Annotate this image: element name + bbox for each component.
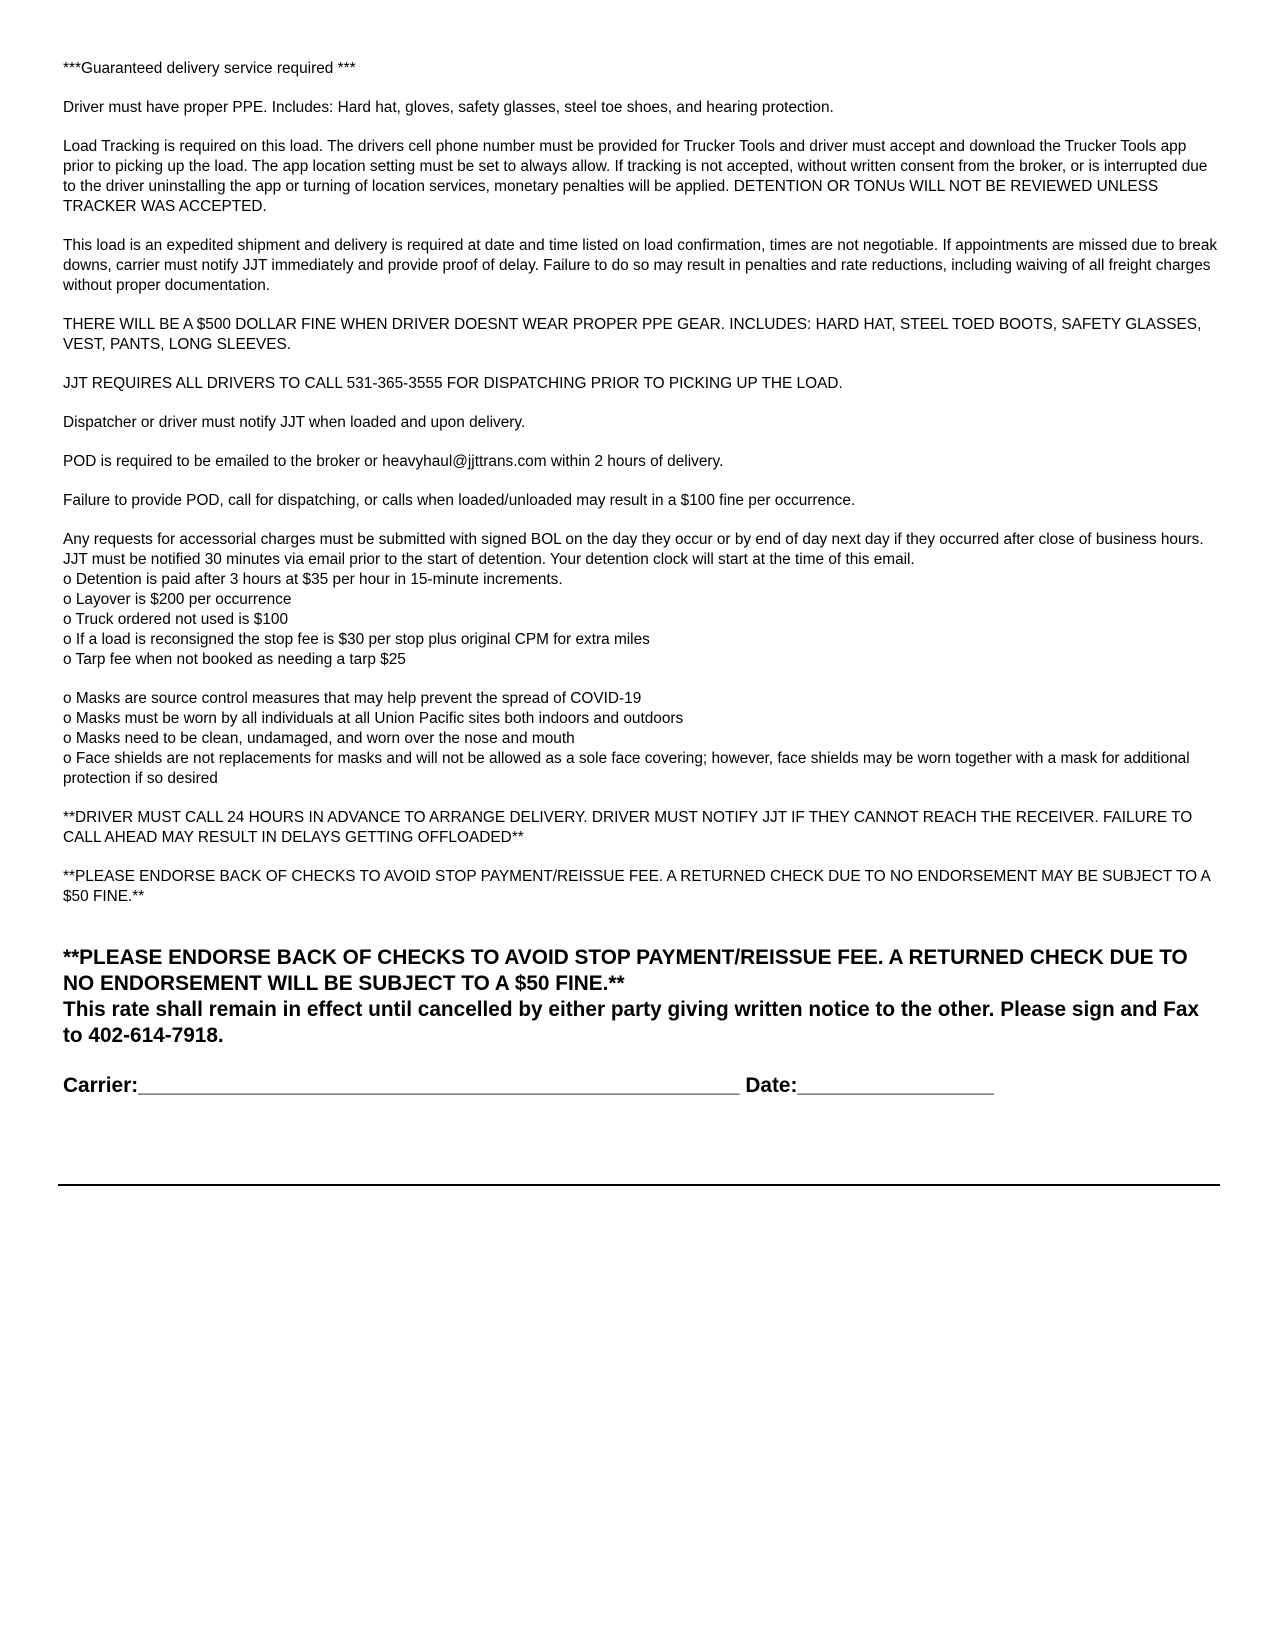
charge-item: o Truck ordered not used is $100 <box>63 611 289 628</box>
mask-item: o Masks must be worn by all individuals at all Union Pacific sites both indoors and outdoors <box>63 710 684 727</box>
call-ahead-paragraph: **DRIVER MUST CALL 24 HOURS IN ADVANCE TO ARRANGE DELIVERY. DRIVER MUST NOTIFY JJT IF THEY CANNOT REACH THE RECEIVER. FAILURE TO CALL AHEAD MAY RESULT IN DELAYS GETTING OFFLOADED** <box>63 809 1193 846</box>
charge-item: o Detention is paid after 3 hours at $35 per hour in 15-minute increments. <box>63 571 563 588</box>
ppe-requirement: Driver must have proper PPE. Includes: Hard hat, gloves, safety glasses, steel toe shoes, and hearing protection. <box>63 99 834 116</box>
signature-line <box>63 1073 1218 1099</box>
load-tracking-paragraph: Load Tracking is required on this load. The drivers cell phone number must be provided for Trucker Tools and driver must accept and download the Trucker Tools app prior to picking up the load. The app location setting must be set to always allow. If tracking is not accepted, without written consent from the broker, or is interrupted due to the driver uninstalling the app or turning of location services, monetary penalties will be applied. DETENTION OR TONUs WILL NOT BE REVIEWED UNLESS TRACKER WAS ACCEPTED. <box>63 138 1208 215</box>
detention-notice: JJT must be notified 30 minutes via email prior to the start of detention. Your detention clock will start at the time of this email. <box>63 551 915 568</box>
date-field[interactable]: Date:_________________ <box>745 1074 995 1097</box>
rate-notice: This rate shall remain in effect until cancelled by either party giving written notice to the other. Please sign and Fax to 402-614-7918. <box>63 998 1200 1047</box>
mask-item: o Face shields are not replacements for masks and will not be allowed as a sole face covering; however, face shields may be worn together with a mask for additional protection if so desired <box>63 750 1190 787</box>
pod-fine-paragraph: Failure to provide POD, call for dispatching, or calls when loaded/unloaded may result in a $100 fine per occurrence. <box>63 492 856 509</box>
charge-item: o Layover is $200 per occurrence <box>63 591 292 608</box>
footer-divider <box>58 1184 1220 1186</box>
ppe-fine-paragraph: THERE WILL BE A $500 DOLLAR FINE WHEN DRIVER DOESNT WEAR PROPER PPE GEAR. INCLUDES: HARD HAT, STEEL TOED BOOTS, SAFETY GLASSES, VEST, PANTS, LONG SLEEVES. <box>63 316 1202 353</box>
mask-item: o Masks need to be clean, undamaged, and worn over the nose and mouth <box>63 730 575 747</box>
carrier-signature-field[interactable]: Carrier:____________________________________________________ <box>63 1074 740 1097</box>
rate-confirmation-terms <box>63 59 1218 1099</box>
endorse-checks-warning: **PLEASE ENDORSE BACK OF CHECKS TO AVOID STOP PAYMENT/REISSUE FEE. A RETURNED CHECK DUE TO NO ENDORSEMENT WILL BE SUBJECT TO A $50 FINE.** <box>63 946 1188 995</box>
notify-paragraph: Dispatcher or driver must notify JJT when loaded and upon delivery. <box>63 414 526 431</box>
expedited-shipment-paragraph: This load is an expedited shipment and delivery is required at date and time listed on load confirmation, times are not negotiable. If appointments are missed due to break downs, carrier must notify JJT immediately and provide proof of delay. Failure to do so may result in penalties and rate reductions, including waiving of all freight charges without proper documentation. <box>63 237 1218 294</box>
endorsement-and-rate-notice <box>63 945 1218 1049</box>
charge-item: o Tarp fee when not booked as needing a tarp $25 <box>63 651 406 668</box>
pod-paragraph: POD is required to be emailed to the broker or heavyhaul@jjttrans.com within 2 hours of delivery. <box>63 453 724 470</box>
accessorial-paragraph: Any requests for accessorial charges must be submitted with signed BOL on the day they occur or by end of day next day if they occurred after close of business hours. <box>63 531 1204 548</box>
endorse-checks-note: **PLEASE ENDORSE BACK OF CHECKS TO AVOID STOP PAYMENT/REISSUE FEE. A RETURNED CHECK DUE TO NO ENDORSEMENT MAY BE SUBJECT TO A $50 FINE.** <box>63 868 1210 905</box>
guaranteed-delivery-note: ***Guaranteed delivery service required *** <box>63 60 356 77</box>
mask-item: o Masks are source control measures that may help prevent the spread of COVID-19 <box>63 690 642 707</box>
charge-item: o If a load is reconsigned the stop fee is $30 per stop plus original CPM for extra miles <box>63 631 650 648</box>
dispatch-call-paragraph: JJT REQUIRES ALL DRIVERS TO CALL 531-365-3555 FOR DISPATCHING PRIOR TO PICKING UP THE LOAD. <box>63 375 843 392</box>
